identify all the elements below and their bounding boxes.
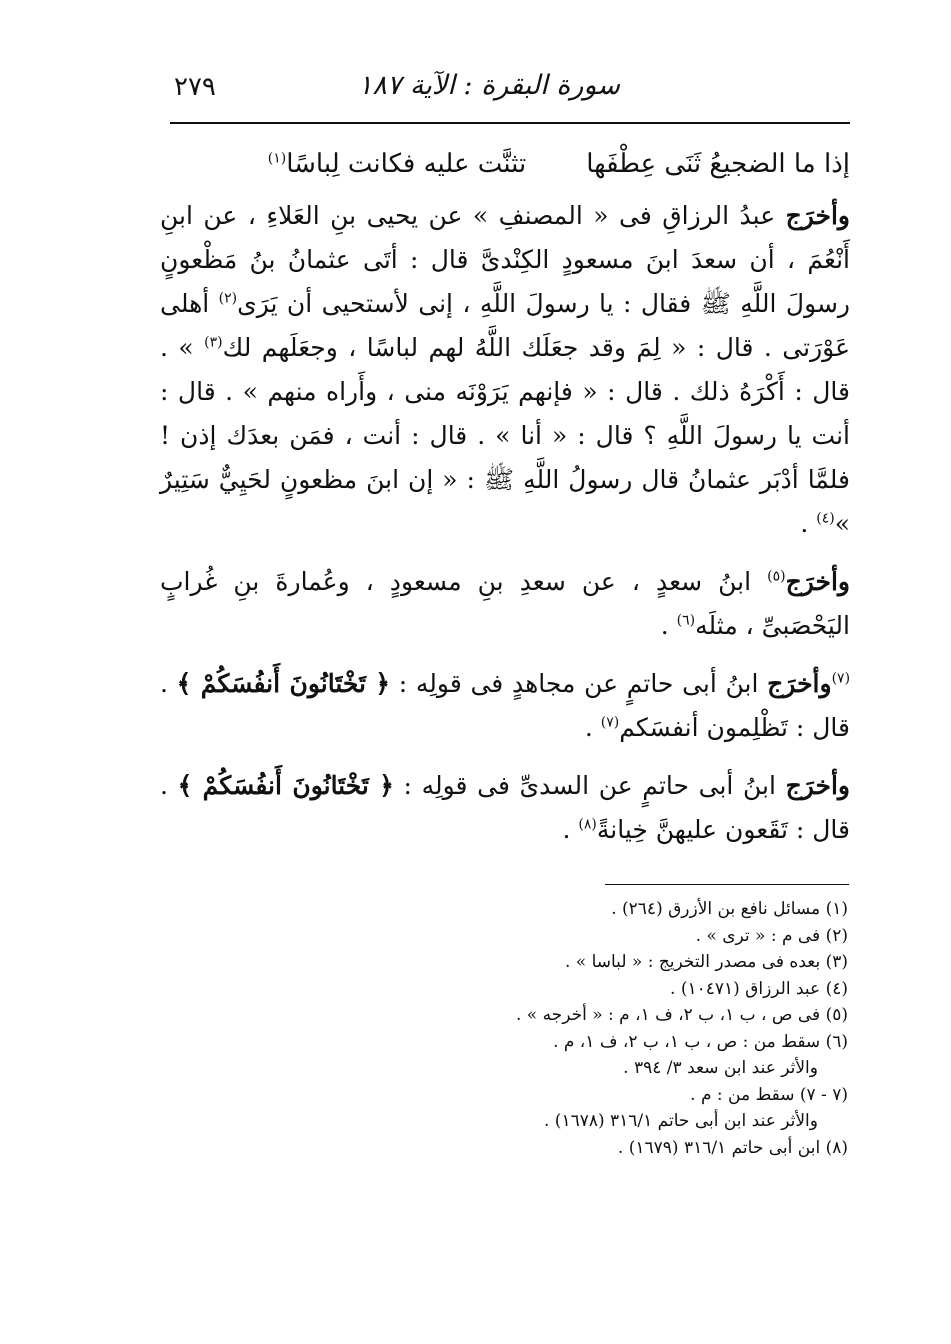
footnote-ref: (٤) bbox=[816, 510, 835, 527]
page-number: ٢٧٩ bbox=[174, 72, 216, 102]
footnote-7-continued: والأثر عند ابن أبى حاتم ٣١٦/١ (١٦٧٨) . bbox=[543, 1111, 818, 1131]
paragraph-3 bbox=[160, 662, 850, 750]
paragraph-end: . bbox=[800, 509, 809, 538]
quran-quote: ﴿ تَخْتَانُونَ أَنفُسَكُمْ ﴾ bbox=[177, 771, 394, 800]
paragraph-text: ابنُ أبى حاتمٍ عن السدىِّ فى قولِه : bbox=[403, 771, 776, 800]
footnote-6: (٦) سقط من : ص ، ب ١، ب ٢، ف ١، م . bbox=[553, 1031, 848, 1052]
verse-second-hemistich: تثنَّت عليه فكانت لِباسًا$^{(١)}$ bbox=[267, 149, 527, 179]
footnote-ref: (٦) bbox=[676, 612, 696, 629]
paragraph-lead: وأخرَج bbox=[785, 771, 850, 800]
paragraph-end: . bbox=[562, 815, 571, 844]
paragraph-text: أهلى عَوْرَتى . قال : « لِمَ وقد جعَلَك اللَّهُ لهم لباسًا ، وجعَلَهم لك bbox=[160, 289, 850, 362]
paragraph-1 bbox=[160, 194, 850, 546]
paragraph-lead: وأخرَج bbox=[785, 201, 850, 230]
paragraph-text: ابنُ أبى حاتمٍ عن مجاهدٍ فى قولِه : bbox=[398, 669, 759, 698]
poetry-verse bbox=[160, 142, 850, 186]
paragraph-text: ابنُ سعدٍ ، عن سعدِ بنِ مسعودٍ ، وعُمارةَ بنِ غُرابٍ اليَحْصَبىِّ ، مثلَه bbox=[160, 567, 850, 640]
paragraph-lead: وأخرَج bbox=[785, 567, 850, 596]
footnote-rule bbox=[605, 884, 849, 885]
page-header bbox=[170, 68, 850, 108]
paragraph-text: عبدُ الرزاقِ فى « المصنفِ » عن يحيى بنِ العَلاءِ ، عن ابنِ أَنْعُمَ ، أن سعدَ ابنَ مسعودٍ الكِنْدىَّ قال : أتَى عثمانُ بنُ مَظْعونٍ رسولَ اللَّهِ ﷺ فقال : يا رسولَ اللَّهِ ، إنى لأستحيى أن يَرَى bbox=[160, 201, 851, 318]
footnote-2: (٢) فى م : « ترى » . bbox=[695, 925, 848, 946]
quran-quote: ﴿ تَخْتَانُونَ أَنفُسَكُمْ ﴾ bbox=[176, 669, 391, 698]
footnote-8: (٨) ابن أبى حاتم ٣١٦/١ (١٦٧٩) . bbox=[617, 1137, 848, 1158]
verse-first-hemistich: إذا ما الضجيعُ ثَنَى عِطْفَها bbox=[586, 149, 850, 179]
footnote-ref: (٢) bbox=[218, 290, 238, 307]
main-text bbox=[160, 142, 850, 866]
footnote-5: (٥) فى ص ، ب ١، ب ٢، ف ١، م : « أخرجه » . bbox=[515, 1005, 848, 1025]
paragraph-end: . bbox=[584, 713, 593, 742]
footnote-3: (٣) بعده فى مصدر التخريج : « لباسا » . bbox=[564, 952, 848, 972]
paragraph-2 bbox=[160, 560, 850, 648]
footnote-6-continued: والأثر عند ابن سعد ٣/ ٣٩٤ . bbox=[623, 1058, 818, 1078]
footnote-ref: (١) bbox=[267, 150, 287, 167]
footnote-ref: (٥) bbox=[767, 568, 786, 585]
paragraph-text: » . قال : أَكْرَهُ ذلك . قال : « فإنهم يَرَوْنَه منى ، وأَراه منهم » . قال : أنت يا رسولَ اللَّهِ ؟ قال : « أنا » . قال : أنت ، فمَن بعدَك إذن ! فلمَّا أدْبَر عثمانُ قال رسولُ اللَّهِ ﷺ : « إن ابنَ مظعونٍ لحَيِيٌّ سَتِيرٌ » bbox=[160, 333, 850, 538]
footnote-ref: (٧) bbox=[600, 714, 620, 731]
paragraph-lead: وأخرَج bbox=[767, 669, 832, 698]
footnote-4: (٤) عبد الرزاق (١٠٤٧١) . bbox=[670, 978, 848, 999]
footnote-ref: (٧) bbox=[831, 670, 851, 687]
paragraph-end: . bbox=[660, 611, 669, 640]
paragraph-text: . قال : تَظْلِمون أنفسَكم bbox=[160, 669, 850, 742]
footnote-ref: (٣) bbox=[204, 334, 223, 351]
paragraph-4 bbox=[160, 764, 850, 852]
header-rule bbox=[170, 122, 850, 124]
paragraph-text: . قال : تَقَعون عليهنَّ خِيانةً bbox=[160, 771, 850, 844]
footnote-7: (٧ - ٧) سقط من : م . bbox=[690, 1084, 848, 1105]
footnote-1: (١) مسائل نافع بن الأزرق (٢٦٤) . bbox=[611, 899, 848, 919]
footnotes bbox=[300, 896, 848, 1161]
running-title: سورة البقرة : الآية ١٨٧ bbox=[357, 70, 620, 101]
footnote-ref: (٨) bbox=[578, 816, 597, 833]
